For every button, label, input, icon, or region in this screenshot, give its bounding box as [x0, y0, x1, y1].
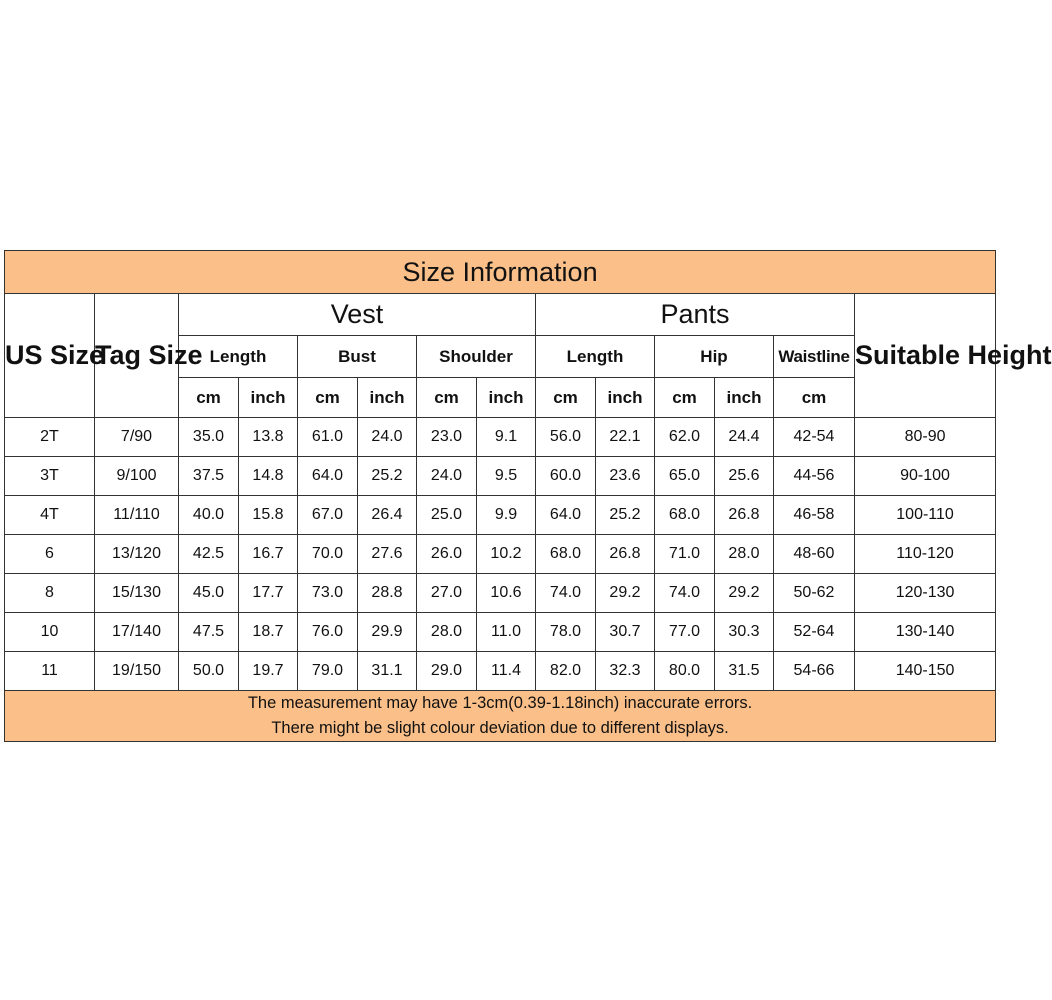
table-cell: 68.0: [655, 496, 715, 535]
table-cell: 76.0: [298, 613, 358, 652]
table-row: [5, 457, 996, 496]
table-cell: 79.0: [298, 652, 358, 691]
table-cell: 28.8: [358, 574, 417, 613]
table-cell: 42.5: [179, 535, 239, 574]
suitable-height-header: Suitable Height: [855, 294, 996, 418]
table-cell: 67.0: [298, 496, 358, 535]
table-cell: 14.8: [239, 457, 298, 496]
table-cell: 26.8: [596, 535, 655, 574]
table-cell: 9/100: [95, 457, 179, 496]
table-cell: 140-150: [855, 652, 996, 691]
table-cell: 73.0: [298, 574, 358, 613]
table-cell: 50.0: [179, 652, 239, 691]
pants-header: Pants: [536, 294, 855, 336]
unit-cell: cm: [417, 378, 477, 418]
table-cell: 25.6: [715, 457, 774, 496]
table-cell: 10.2: [477, 535, 536, 574]
table-cell: 27.0: [417, 574, 477, 613]
table-cell: 25.0: [417, 496, 477, 535]
table-cell: 30.7: [596, 613, 655, 652]
table-cell: 22.1: [596, 418, 655, 457]
note-line: There might be slight colour deviation due to different displays.: [271, 719, 729, 737]
table-cell: 56.0: [536, 418, 596, 457]
table-cell: 26.4: [358, 496, 417, 535]
table-cell: 54-66: [774, 652, 855, 691]
table-cell: 35.0: [179, 418, 239, 457]
unit-cell: cm: [179, 378, 239, 418]
title-row: [5, 251, 996, 294]
us-size-header: US Size: [5, 294, 95, 418]
table-cell: 9.9: [477, 496, 536, 535]
unit-cell: cm: [655, 378, 715, 418]
table-cell: 74.0: [536, 574, 596, 613]
table-cell: 11/110: [95, 496, 179, 535]
table-cell: 11.4: [477, 652, 536, 691]
table-cell: 7/90: [95, 418, 179, 457]
table-cell: 31.1: [358, 652, 417, 691]
note-line: The measurement may have 1-3cm(0.39-1.18inch) inaccurate errors.: [247, 694, 753, 712]
table-row: [5, 652, 996, 691]
table-cell: 11.0: [477, 613, 536, 652]
table-cell: 25.2: [596, 496, 655, 535]
table-cell: 10: [5, 613, 95, 652]
table-cell: 4T: [5, 496, 95, 535]
hip-header: Hip: [655, 336, 774, 378]
table-cell: 110-120: [855, 535, 996, 574]
table-cell: 68.0: [536, 535, 596, 574]
waistline-header: Waistline: [774, 336, 855, 378]
table-cell: 65.0: [655, 457, 715, 496]
table-row: [5, 613, 996, 652]
table-cell: 62.0: [655, 418, 715, 457]
unit-cell: inch: [715, 378, 774, 418]
unit-cell: inch: [596, 378, 655, 418]
table-cell: 25.2: [358, 457, 417, 496]
table-row: [5, 535, 996, 574]
table-cell: 10.6: [477, 574, 536, 613]
table-cell: 23.6: [596, 457, 655, 496]
table-cell: 32.3: [596, 652, 655, 691]
table-cell: 6: [5, 535, 95, 574]
table-cell: 130-140: [855, 613, 996, 652]
table-cell: 82.0: [536, 652, 596, 691]
table-cell: 18.7: [239, 613, 298, 652]
pants-length-header: Length: [536, 336, 655, 378]
table-cell: 24.0: [417, 457, 477, 496]
table-cell: 24.4: [715, 418, 774, 457]
table-cell: 48-60: [774, 535, 855, 574]
table-cell: 19.7: [239, 652, 298, 691]
table-cell: 27.6: [358, 535, 417, 574]
table-cell: 13/120: [95, 535, 179, 574]
table-cell: 23.0: [417, 418, 477, 457]
table-cell: 9.5: [477, 457, 536, 496]
unit-cell: inch: [477, 378, 536, 418]
table-cell: 70.0: [298, 535, 358, 574]
group-header-row: [5, 294, 996, 336]
table-cell: 71.0: [655, 535, 715, 574]
unit-cell: inch: [358, 378, 417, 418]
table-cell: 31.5: [715, 652, 774, 691]
shoulder-header: Shoulder: [417, 336, 536, 378]
table-cell: 15/130: [95, 574, 179, 613]
table-cell: 100-110: [855, 496, 996, 535]
table-cell: 29.0: [417, 652, 477, 691]
table-cell: 24.0: [358, 418, 417, 457]
table-cell: 3T: [5, 457, 95, 496]
table-cell: 60.0: [536, 457, 596, 496]
table-cell: 47.5: [179, 613, 239, 652]
table-cell: 90-100: [855, 457, 996, 496]
table-cell: 26.0: [417, 535, 477, 574]
tag-size-header: Tag Size: [95, 294, 179, 418]
unit-cell: cm: [298, 378, 358, 418]
unit-cell: cm: [536, 378, 596, 418]
table-cell: 28.0: [715, 535, 774, 574]
table-cell: 40.0: [179, 496, 239, 535]
unit-cell: cm: [774, 378, 855, 418]
table-cell: 26.8: [715, 496, 774, 535]
table-cell: 30.3: [715, 613, 774, 652]
notes-row: [5, 691, 996, 742]
table-cell: 29.2: [596, 574, 655, 613]
table-cell: 52-64: [774, 613, 855, 652]
vest-header: Vest: [179, 294, 536, 336]
table-row: [5, 496, 996, 535]
notes-cell: [5, 691, 996, 742]
table-cell: 16.7: [239, 535, 298, 574]
table-cell: 29.9: [358, 613, 417, 652]
table-cell: 120-130: [855, 574, 996, 613]
unit-cell: inch: [239, 378, 298, 418]
table-cell: 29.2: [715, 574, 774, 613]
table-cell: 80.0: [655, 652, 715, 691]
table-row: [5, 418, 996, 457]
table-cell: 2T: [5, 418, 95, 457]
table-cell: 28.0: [417, 613, 477, 652]
vest-length-header: Length: [179, 336, 298, 378]
table-cell: 15.8: [239, 496, 298, 535]
table-title: Size Information: [5, 251, 996, 294]
table-cell: 46-58: [774, 496, 855, 535]
table-cell: 17/140: [95, 613, 179, 652]
table-cell: 77.0: [655, 613, 715, 652]
table-cell: 13.8: [239, 418, 298, 457]
size-information-table: [4, 250, 1052, 742]
table-cell: 8: [5, 574, 95, 613]
table-cell: 11: [5, 652, 95, 691]
table-cell: 64.0: [298, 457, 358, 496]
table-cell: 80-90: [855, 418, 996, 457]
table-cell: 9.1: [477, 418, 536, 457]
table-cell: 78.0: [536, 613, 596, 652]
table-cell: 37.5: [179, 457, 239, 496]
table-cell: 19/150: [95, 652, 179, 691]
table-cell: 64.0: [536, 496, 596, 535]
table-cell: 17.7: [239, 574, 298, 613]
table-cell: 44-56: [774, 457, 855, 496]
table-cell: 50-62: [774, 574, 855, 613]
table-cell: 74.0: [655, 574, 715, 613]
bust-header: Bust: [298, 336, 417, 378]
table-cell: 42-54: [774, 418, 855, 457]
table-cell: 45.0: [179, 574, 239, 613]
table-row: [5, 574, 996, 613]
table-cell: 61.0: [298, 418, 358, 457]
